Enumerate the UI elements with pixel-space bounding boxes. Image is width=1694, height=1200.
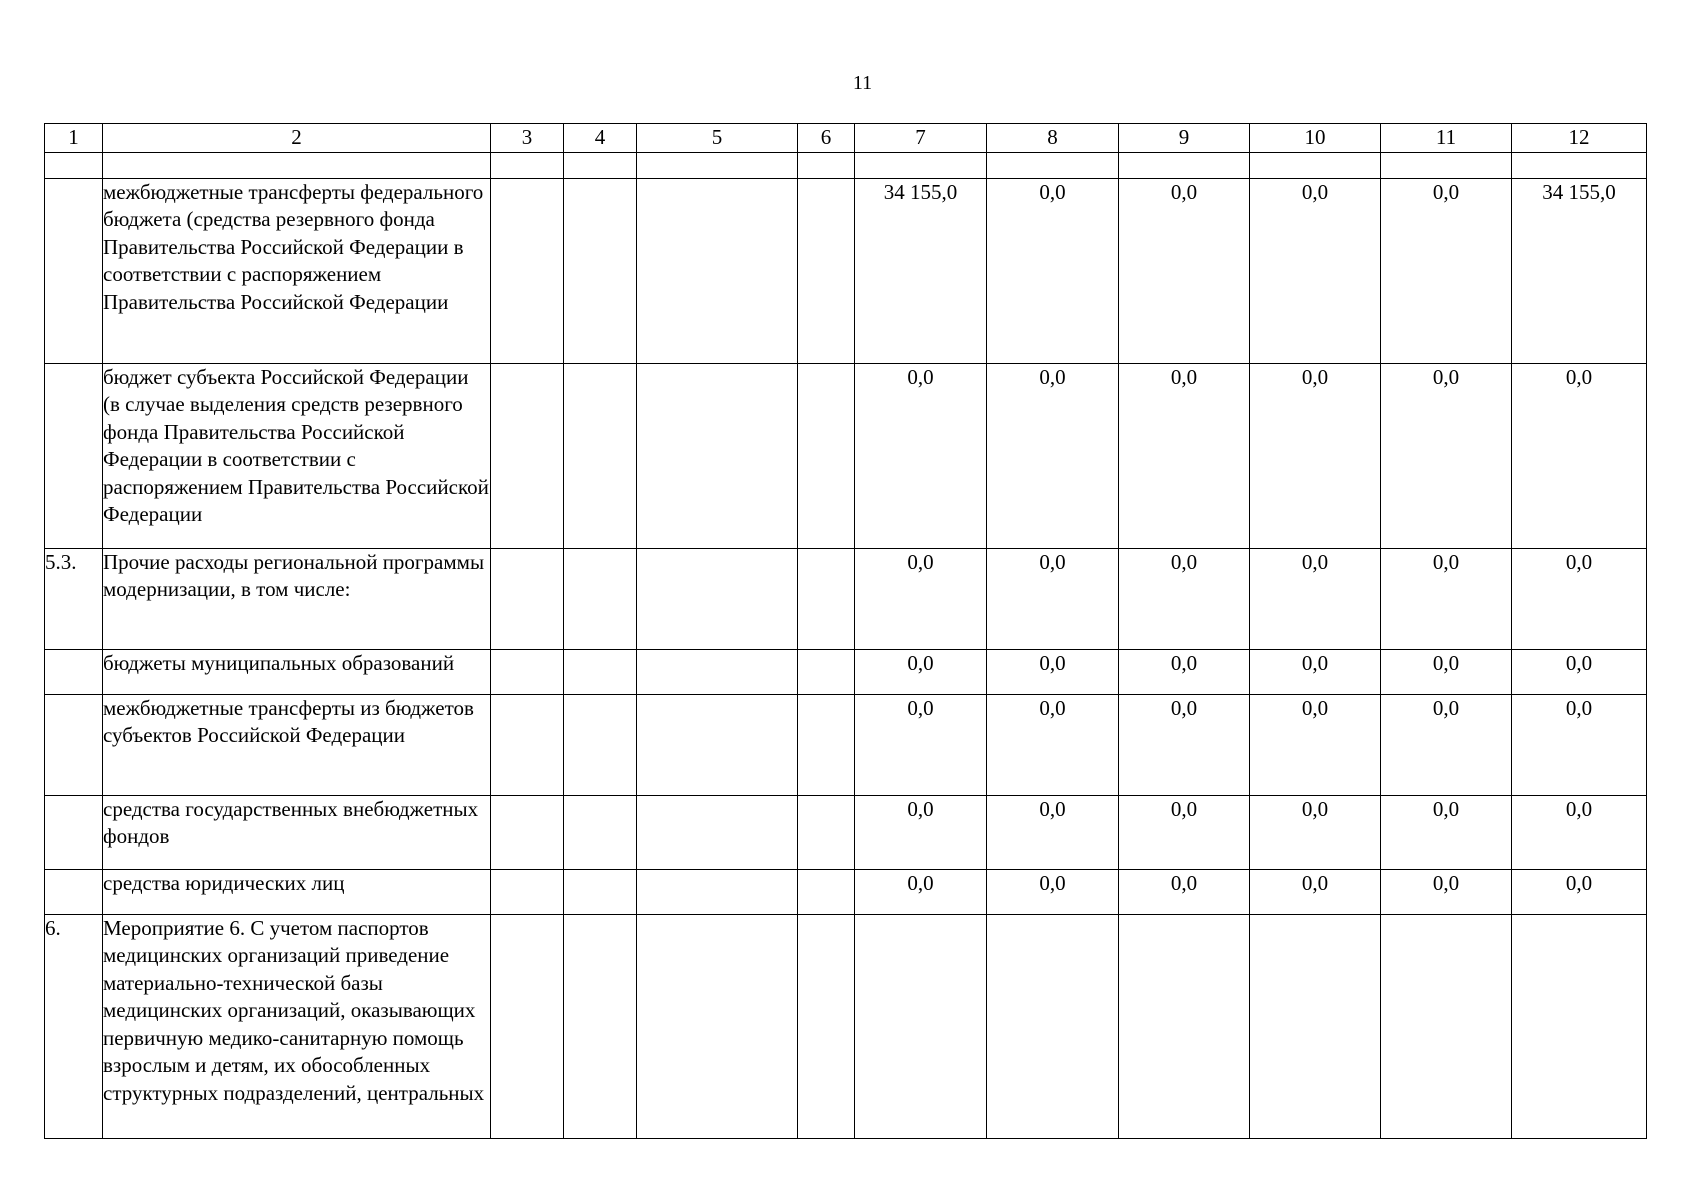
row-description: средства юридических лиц — [103, 869, 491, 914]
cell-col7: 0,0 — [855, 548, 987, 649]
cell-col8: 0,0 — [987, 649, 1119, 694]
table-row — [45, 649, 1647, 694]
row-number — [45, 363, 103, 548]
page-number: 11 — [852, 72, 873, 94]
header-cell: 4 — [564, 124, 637, 153]
row-number: 6. — [45, 914, 103, 1138]
cell-col9: 0,0 — [1119, 869, 1250, 914]
cell-col9: 0,0 — [1119, 548, 1250, 649]
cell-col10: 0,0 — [1250, 363, 1381, 548]
cell-col7: 0,0 — [855, 869, 987, 914]
cell-col12: 0,0 — [1512, 795, 1647, 869]
table-row — [45, 795, 1647, 869]
row-number — [45, 694, 103, 795]
header-cell: 7 — [855, 124, 987, 153]
cell-col11: 0,0 — [1381, 649, 1512, 694]
row-number — [45, 649, 103, 694]
cell-col11: 0,0 — [1381, 795, 1512, 869]
cell-col10: 0,0 — [1250, 649, 1381, 694]
cell-col12: 0,0 — [1512, 869, 1647, 914]
cell-col11: 0,0 — [1381, 178, 1512, 363]
cell-col9: 0,0 — [1119, 795, 1250, 869]
cell-col12 — [1512, 914, 1647, 1138]
cell-col11: 0,0 — [1381, 363, 1512, 548]
cell-col10: 0,0 — [1250, 869, 1381, 914]
cell-col10 — [1250, 914, 1381, 1138]
table-row — [45, 914, 1647, 1138]
table-row — [45, 363, 1647, 548]
row-description: Мероприятие 6. С учетом паспортов медицинских организаций приведение материально-технической базы медицинских организаций, оказывающих первичную медико-санитарную помощь взрослым и детям, их обособленных структурных подразделений, центральных — [103, 914, 491, 1138]
budget-table — [44, 123, 1647, 1139]
cell-col7: 0,0 — [855, 363, 987, 548]
cell-col12: 34 155,0 — [1512, 178, 1647, 363]
header-cell: 2 — [103, 124, 491, 153]
cell-col8: 0,0 — [987, 178, 1119, 363]
cell-col7: 0,0 — [855, 795, 987, 869]
row-description: Прочие расходы региональной программы модернизации, в том числе: — [103, 548, 491, 649]
row-number — [45, 178, 103, 363]
header-cell: 11 — [1381, 124, 1512, 153]
cell-col10: 0,0 — [1250, 795, 1381, 869]
table-row — [45, 178, 1647, 363]
cell-col12: 0,0 — [1512, 363, 1647, 548]
cell-col9: 0,0 — [1119, 694, 1250, 795]
cell-col9: 0,0 — [1119, 649, 1250, 694]
header-row — [45, 124, 1647, 153]
cell-col12: 0,0 — [1512, 548, 1647, 649]
row-description: бюджеты муниципальных образований — [103, 649, 491, 694]
cell-col10: 0,0 — [1250, 548, 1381, 649]
cell-col11 — [1381, 914, 1512, 1138]
cell-col7: 34 155,0 — [855, 178, 987, 363]
cell-col10: 0,0 — [1250, 178, 1381, 363]
header-cell: 12 — [1512, 124, 1647, 153]
row-number: 5.3. — [45, 548, 103, 649]
cell-col8: 0,0 — [987, 548, 1119, 649]
cell-col11: 0,0 — [1381, 548, 1512, 649]
table-row — [45, 548, 1647, 649]
cell-col12: 0,0 — [1512, 649, 1647, 694]
cell-col9 — [1119, 914, 1250, 1138]
cell-col9: 0,0 — [1119, 178, 1250, 363]
cell-col11: 0,0 — [1381, 694, 1512, 795]
table-row — [45, 694, 1647, 795]
header-cell: 6 — [798, 124, 855, 153]
header-cell: 8 — [987, 124, 1119, 153]
cell-col8: 0,0 — [987, 795, 1119, 869]
header-cell: 5 — [637, 124, 798, 153]
row-description: средства государственных внебюджетных фондов — [103, 795, 491, 869]
row-description: бюджет субъекта Российской Федерации (в случае выделения средств резервного фонда Правительства Российской Федерации в соответствии с распоряжением Правительства Российской Федерации — [103, 363, 491, 548]
cell-col8: 0,0 — [987, 694, 1119, 795]
cell-col10: 0,0 — [1250, 694, 1381, 795]
cell-col8: 0,0 — [987, 363, 1119, 548]
header-cell: 10 — [1250, 124, 1381, 153]
header-cell: 1 — [45, 124, 103, 153]
cell-col8 — [987, 914, 1119, 1138]
header-cell: 9 — [1119, 124, 1250, 153]
cell-col9: 0,0 — [1119, 363, 1250, 548]
cell-col7: 0,0 — [855, 694, 987, 795]
cell-col7 — [855, 914, 987, 1138]
cell-col7: 0,0 — [855, 649, 987, 694]
row-number — [45, 869, 103, 914]
row-description: межбюджетные трансферты из бюджетов субъектов Российской Федерации — [103, 694, 491, 795]
header-cell: 3 — [491, 124, 564, 153]
spacer-row — [45, 152, 1647, 178]
table-row — [45, 869, 1647, 914]
cell-col11: 0,0 — [1381, 869, 1512, 914]
row-description: межбюджетные трансферты федерального бюджета (средства резервного фонда Правительства Российской Федерации в соответствии с распоряжением Правительства Российской Федерации — [103, 178, 491, 363]
row-number — [45, 795, 103, 869]
cell-col8: 0,0 — [987, 869, 1119, 914]
cell-col12: 0,0 — [1512, 694, 1647, 795]
